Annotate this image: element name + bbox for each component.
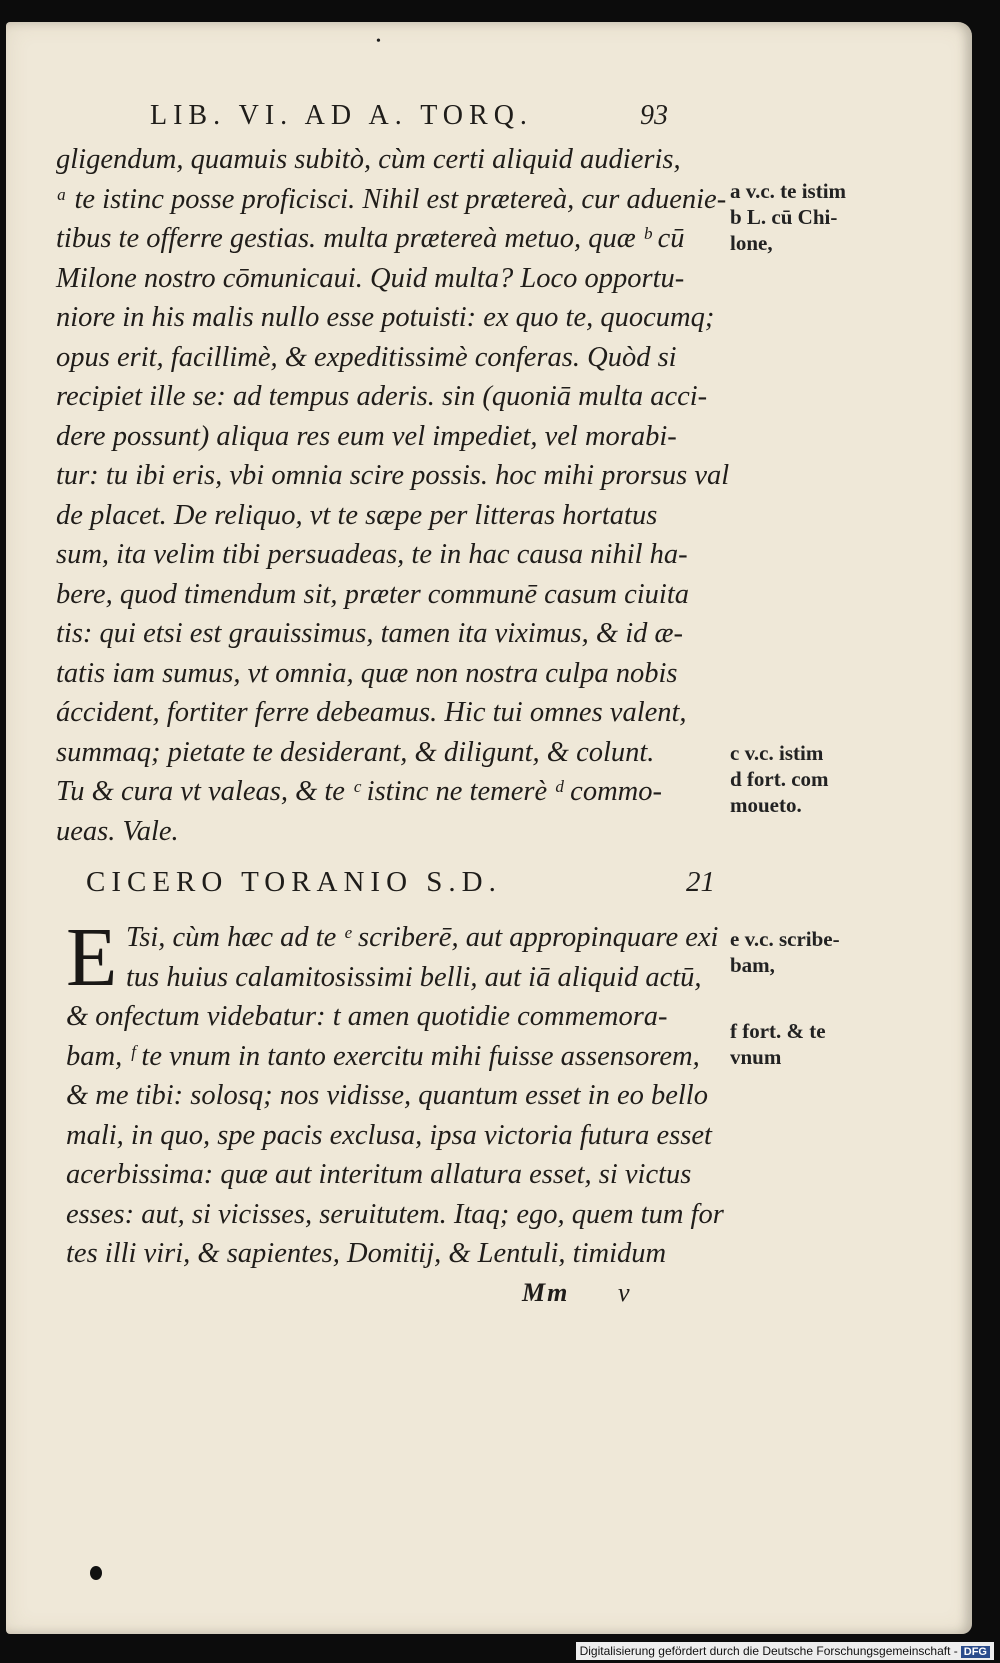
text-line: tur: tu ibi eris, vbi omnia scire possis. hoc mihi prorsus val bbox=[56, 460, 730, 491]
text-line: dere possunt) aliqua res eum vel impediet, vel morabi- bbox=[56, 420, 677, 452]
text-line: tes illi viri, & sapientes, Domitij, & Lentuli, timidum bbox=[66, 1238, 667, 1269]
text-line: Milone nostro cōmunicaui. Quid multa? Loco opportu- bbox=[56, 262, 685, 294]
margin-note: lone, bbox=[730, 231, 773, 255]
text-line: esses: aut, si vicisses, seruitutem. Itaq; ego, quem tum for bbox=[66, 1198, 724, 1230]
running-header bbox=[150, 100, 670, 132]
text-line: summaq; pietate te desiderant, & diligunt, & colunt. bbox=[56, 736, 655, 768]
text-line: ᵃ te istinc posse proficisci. Nihil est prætereà, cur aduenie- bbox=[56, 183, 727, 215]
signature-mark: Mm bbox=[522, 1278, 570, 1307]
text-line: Tsi, cùm hæc ad te ᵉ scriberē, aut appropinquare exi bbox=[126, 922, 719, 953]
section-number: 21 bbox=[686, 866, 715, 898]
text-line: mali, in quo, spe pacis exclusa, ipsa victoria futura esset bbox=[66, 1119, 712, 1151]
margin-note: c v.c. istim bbox=[730, 741, 824, 765]
drop-cap: E bbox=[66, 911, 118, 1004]
margin-note: f fort. & te bbox=[730, 1019, 826, 1043]
margin-note: vnum bbox=[730, 1045, 782, 1069]
text-line: áccident, fortiter ferre debeamus. Hic tui omnes valent, bbox=[56, 697, 687, 728]
printer-dot: • bbox=[376, 34, 381, 49]
text-line: & onfectum videbatur: t amen quotidie commemora- bbox=[66, 1001, 668, 1032]
margin-note: d fort. com bbox=[730, 767, 829, 791]
text-line: sum, ita velim tibi persuadeas, te in hac causa nihil ha- bbox=[56, 539, 688, 570]
running-title: LIB. VI. AD A. TORQ. bbox=[150, 100, 533, 131]
text-line: ueas. Vale. bbox=[56, 815, 179, 847]
section-heading bbox=[86, 866, 726, 899]
text-line: de placet. De reliquo, vt te sæpe per litteras hortatus bbox=[56, 499, 658, 531]
text-line: opus erit, facillimè, & expeditissimè conferas. Quòd si bbox=[56, 341, 677, 373]
page-number: 93 bbox=[640, 100, 668, 131]
dfg-logo: DFG bbox=[961, 1646, 990, 1658]
margin-note: e v.c. scribe- bbox=[730, 927, 840, 951]
margin-note: b L. cū Chi- bbox=[730, 205, 838, 229]
letter-body-2 bbox=[66, 911, 726, 1274]
section-title: CICERO TORANIO S.D. bbox=[86, 866, 502, 898]
text-line: bam, ᶠ te vnum in tanto exercitu mihi fuisse assensorem, bbox=[66, 1040, 700, 1072]
ink-spot bbox=[90, 1566, 102, 1580]
text-line: gligendum, quamuis subitò, cùm certi aliquid audieris, bbox=[56, 144, 681, 175]
text-line: tus huius calamitosissimi belli, aut iā aliquid actū, bbox=[126, 961, 702, 993]
margin-note: bam, bbox=[730, 953, 775, 977]
text-line: recipiet ille se: ad tempus aderis. sin (quoniā multa acci- bbox=[56, 381, 708, 412]
text-line: bere, quod timendum sit, præter communē casum ciuita bbox=[56, 578, 689, 610]
text-line: tatis iam sumus, vt omnia, quæ non nostra culpa nobis bbox=[56, 657, 678, 689]
footer-credit: Digitalisierung gefördert durch die Deutsche Forschungsgemeinschaft - bbox=[579, 1644, 958, 1658]
text-line: & me tibi: solosq; nos vidisse, quantum esset in eo bello bbox=[66, 1080, 708, 1111]
text-line: acerbissima: quæ aut interitum allatura esset, si victus bbox=[66, 1159, 692, 1190]
letter-body bbox=[56, 140, 730, 851]
text-line: tis: qui etsi est grauissimus, tamen ita viximus, & id æ- bbox=[56, 618, 683, 649]
digitization-footer bbox=[576, 1642, 994, 1660]
text-line: tibus te offerre gestias. multa prætereà metuo, quæ ᵇ cū bbox=[56, 223, 685, 254]
margin-note: moueto. bbox=[730, 793, 802, 817]
catchword bbox=[522, 1278, 632, 1308]
catchword-mark: v bbox=[618, 1278, 632, 1307]
text-line: niore in his malis nullo esse potuisti: ex quo te, quocumq; bbox=[56, 302, 715, 333]
margin-note: a v.c. te istim bbox=[730, 179, 847, 203]
text-line: Tu & cura vt valeas, & te ᶜ istinc ne temerè ᵈ commo- bbox=[56, 776, 662, 807]
